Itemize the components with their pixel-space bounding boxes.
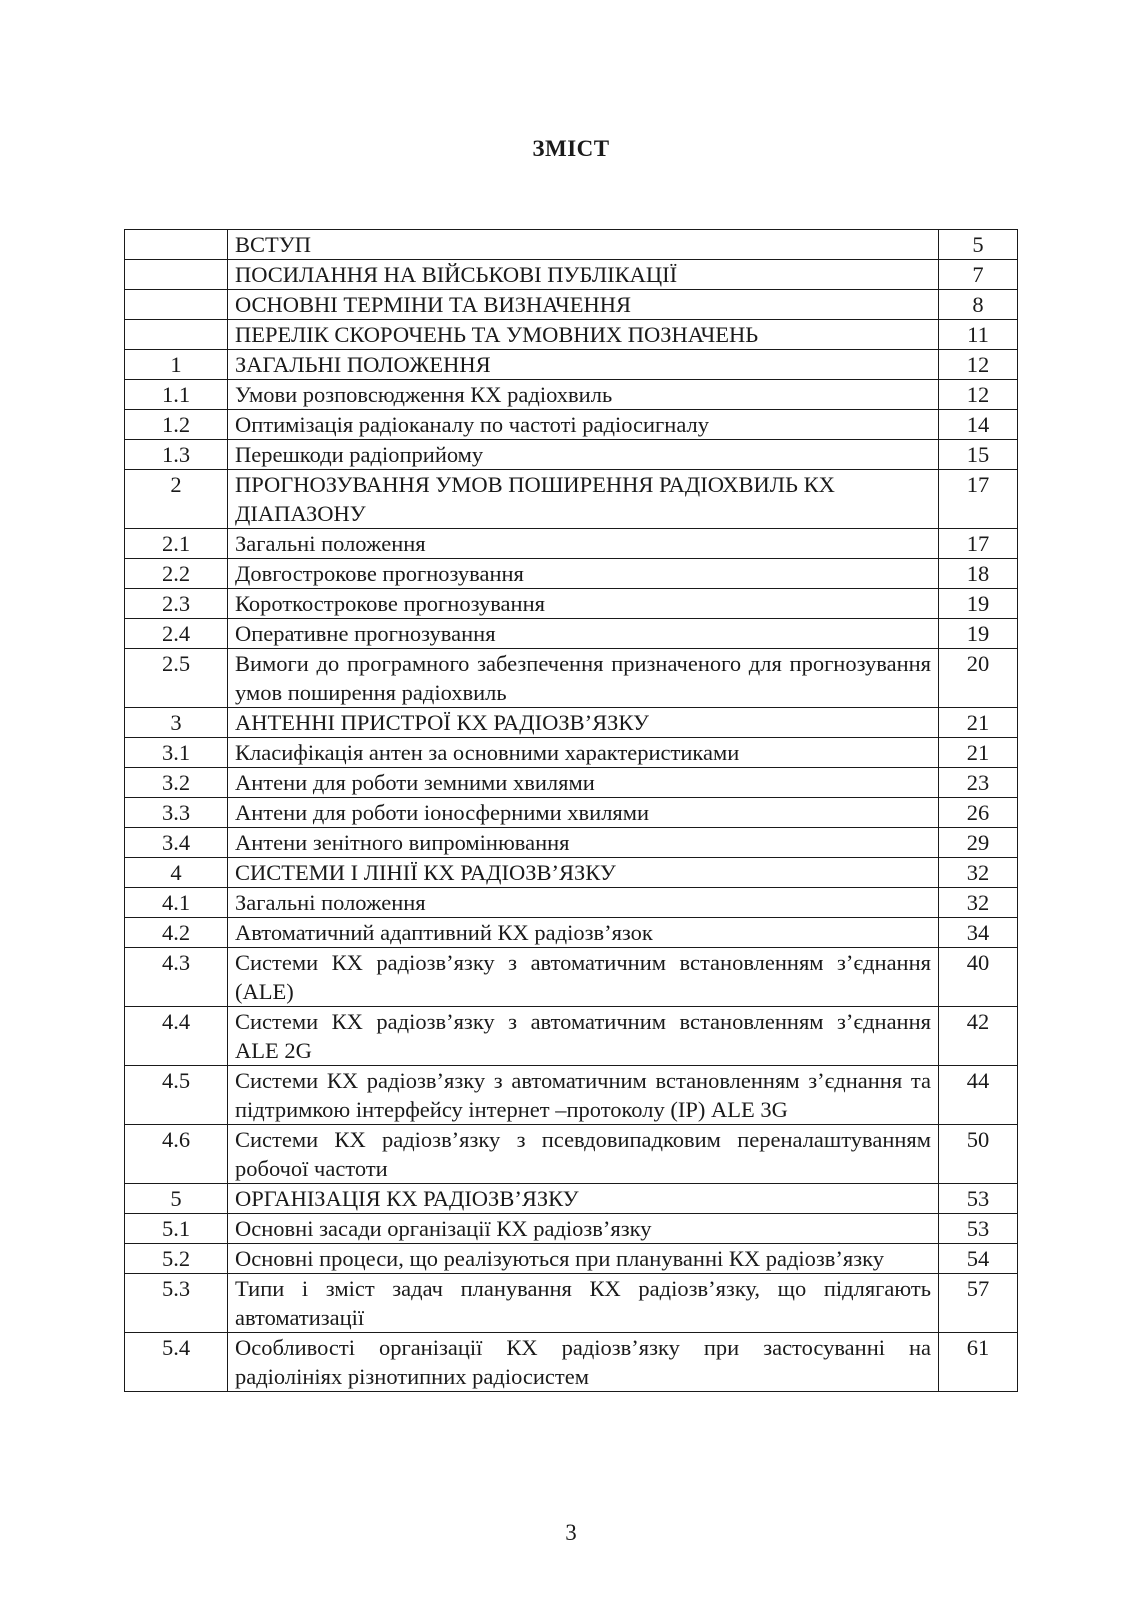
- section-number: 4.3: [125, 948, 228, 1007]
- section-title: ПРОГНОЗУВАННЯ УМОВ ПОШИРЕННЯ РАДІОХВИЛЬ КХ ДІАПАЗОНУ: [228, 470, 939, 529]
- toc-row: [125, 738, 1018, 768]
- section-number: 4.5: [125, 1066, 228, 1125]
- section-title: Умови розповсюдження КХ радіохвиль: [228, 380, 939, 410]
- section-page: 29: [939, 828, 1018, 858]
- section-title: СИСТЕМИ І ЛІНІЇ КХ РАДІОЗВ’ЯЗКУ: [228, 858, 939, 888]
- section-page: 53: [939, 1214, 1018, 1244]
- section-title: Оперативне прогнозування: [228, 619, 939, 649]
- section-title: Типи і зміст задач планування КХ радіозв’язку, що підлягають автоматизації: [228, 1274, 939, 1333]
- section-number: 2.2: [125, 559, 228, 589]
- section-page: 61: [939, 1333, 1018, 1392]
- section-number: 4.2: [125, 918, 228, 948]
- toc-row: [125, 768, 1018, 798]
- toc-row: [125, 1184, 1018, 1214]
- section-page: 7: [939, 260, 1018, 290]
- section-page: 21: [939, 708, 1018, 738]
- section-page: 19: [939, 589, 1018, 619]
- toc-body: [125, 230, 1018, 1392]
- toc-row: [125, 260, 1018, 290]
- section-number: [125, 290, 228, 320]
- section-number: [125, 260, 228, 290]
- section-page: 23: [939, 768, 1018, 798]
- section-title: Оптимізація радіоканалу по частоті радіосигналу: [228, 410, 939, 440]
- section-number: 5.3: [125, 1274, 228, 1333]
- section-page: 8: [939, 290, 1018, 320]
- section-page: 42: [939, 1007, 1018, 1066]
- section-page: 20: [939, 649, 1018, 708]
- section-page: 26: [939, 798, 1018, 828]
- toc-row: [125, 948, 1018, 1007]
- section-number: 3.4: [125, 828, 228, 858]
- section-page: 11: [939, 320, 1018, 350]
- page-number: 3: [565, 1520, 577, 1545]
- section-number: 1.1: [125, 380, 228, 410]
- section-title: АНТЕННІ ПРИСТРОЇ КХ РАДІОЗВ’ЯЗКУ: [228, 708, 939, 738]
- section-title: ВСТУП: [228, 230, 939, 260]
- section-number: 1.2: [125, 410, 228, 440]
- section-page: 54: [939, 1244, 1018, 1274]
- section-page: 17: [939, 529, 1018, 559]
- toc-row: [125, 1066, 1018, 1125]
- toc-table: [124, 229, 1018, 1392]
- section-number: 3.1: [125, 738, 228, 768]
- section-page: 12: [939, 350, 1018, 380]
- section-number: 2: [125, 470, 228, 529]
- section-number: [125, 230, 228, 260]
- section-number: 5.2: [125, 1244, 228, 1274]
- toc-row: [125, 290, 1018, 320]
- toc-row: [125, 1333, 1018, 1392]
- section-title: Короткострокове прогнозування: [228, 589, 939, 619]
- section-page: 14: [939, 410, 1018, 440]
- section-title: Довгострокове прогнозування: [228, 559, 939, 589]
- section-title: Автоматичний адаптивний КХ радіозв’язок: [228, 918, 939, 948]
- section-title: Основні засади організації КХ радіозв’язку: [228, 1214, 939, 1244]
- toc-row: [125, 858, 1018, 888]
- section-page: 18: [939, 559, 1018, 589]
- section-page: 34: [939, 918, 1018, 948]
- section-number: 2.3: [125, 589, 228, 619]
- section-page: 19: [939, 619, 1018, 649]
- toc-row: [125, 888, 1018, 918]
- section-title: ПЕРЕЛІК СКОРОЧЕНЬ ТА УМОВНИХ ПОЗНАЧЕНЬ: [228, 320, 939, 350]
- section-title: ЗАГАЛЬНІ ПОЛОЖЕННЯ: [228, 350, 939, 380]
- section-title: Перешкоди радіоприйому: [228, 440, 939, 470]
- section-number: [125, 320, 228, 350]
- toc-row: [125, 350, 1018, 380]
- section-page: 15: [939, 440, 1018, 470]
- section-title: Загальні положення: [228, 888, 939, 918]
- section-number: 4: [125, 858, 228, 888]
- toc-row: [125, 529, 1018, 559]
- toc-row: [125, 230, 1018, 260]
- section-title: Антени зенітного випромінювання: [228, 828, 939, 858]
- toc-row: [125, 1214, 1018, 1244]
- toc-row: [125, 619, 1018, 649]
- toc-row: [125, 708, 1018, 738]
- section-title: Системи КХ радіозв’язку з автоматичним встановленням з’єднання та підтримкою інтерфейсу інтернет –протоколу (IP) ALE 3G: [228, 1066, 939, 1125]
- section-number: 2.1: [125, 529, 228, 559]
- toc-row: [125, 1007, 1018, 1066]
- section-title: Антени для роботи земними хвилями: [228, 768, 939, 798]
- section-title: Вимоги до програмного забезпечення призначеного для прогнозування умов поширення радіохвиль: [228, 649, 939, 708]
- section-title: Основні процеси, що реалізуються при плануванні КХ радіозв’язку: [228, 1244, 939, 1274]
- toc-row: [125, 1274, 1018, 1333]
- section-title: Системи КХ радіозв’язку з автоматичним встановленням з’єднання ALE 2G: [228, 1007, 939, 1066]
- section-number: 4.1: [125, 888, 228, 918]
- section-title: Класифікація антен за основними характеристиками: [228, 738, 939, 768]
- section-title: Системи КХ радіозв’язку з псевдовипадковим переналаштуванням робочої частоти: [228, 1125, 939, 1184]
- section-number: 2.4: [125, 619, 228, 649]
- section-number: 1.3: [125, 440, 228, 470]
- section-title: ПОСИЛАННЯ НА ВІЙСЬКОВІ ПУБЛІКАЦІЇ: [228, 260, 939, 290]
- section-number: 3.2: [125, 768, 228, 798]
- section-title: ОРГАНІЗАЦІЯ КХ РАДІОЗВ’ЯЗКУ: [228, 1184, 939, 1214]
- section-title: ОСНОВНІ ТЕРМІНИ ТА ВИЗНАЧЕННЯ: [228, 290, 939, 320]
- section-page: 12: [939, 380, 1018, 410]
- section-number: 1: [125, 350, 228, 380]
- section-title: Антени для роботи іоносферними хвилями: [228, 798, 939, 828]
- section-number: 3: [125, 708, 228, 738]
- section-number: 5.1: [125, 1214, 228, 1244]
- toc-heading: ЗМІСТ: [532, 136, 610, 161]
- toc-row: [125, 410, 1018, 440]
- toc-row: [125, 828, 1018, 858]
- toc-row: [125, 440, 1018, 470]
- section-page: 17: [939, 470, 1018, 529]
- section-number: 2.5: [125, 649, 228, 708]
- section-page: 53: [939, 1184, 1018, 1214]
- section-page: 21: [939, 738, 1018, 768]
- section-page: 44: [939, 1066, 1018, 1125]
- section-title: Особливості організації КХ радіозв’язку при застосуванні на радіолініях різнотипних радіосистем: [228, 1333, 939, 1392]
- toc-row: [125, 559, 1018, 589]
- section-number: 5: [125, 1184, 228, 1214]
- toc-row: [125, 470, 1018, 529]
- section-page: 40: [939, 948, 1018, 1007]
- toc-row: [125, 320, 1018, 350]
- section-number: 5.4: [125, 1333, 228, 1392]
- section-number: 3.3: [125, 798, 228, 828]
- section-title: Системи КХ радіозв’язку з автоматичним встановленням з’єднання (ALE): [228, 948, 939, 1007]
- section-page: 50: [939, 1125, 1018, 1184]
- toc-row: [125, 1244, 1018, 1274]
- toc-row: [125, 798, 1018, 828]
- section-page: 5: [939, 230, 1018, 260]
- section-page: 32: [939, 888, 1018, 918]
- toc-row: [125, 1125, 1018, 1184]
- toc-row: [125, 380, 1018, 410]
- section-number: 4.6: [125, 1125, 228, 1184]
- section-page: 57: [939, 1274, 1018, 1333]
- toc-row: [125, 918, 1018, 948]
- section-number: 4.4: [125, 1007, 228, 1066]
- toc-row: [125, 589, 1018, 619]
- toc-row: [125, 649, 1018, 708]
- section-page: 32: [939, 858, 1018, 888]
- section-title: Загальні положення: [228, 529, 939, 559]
